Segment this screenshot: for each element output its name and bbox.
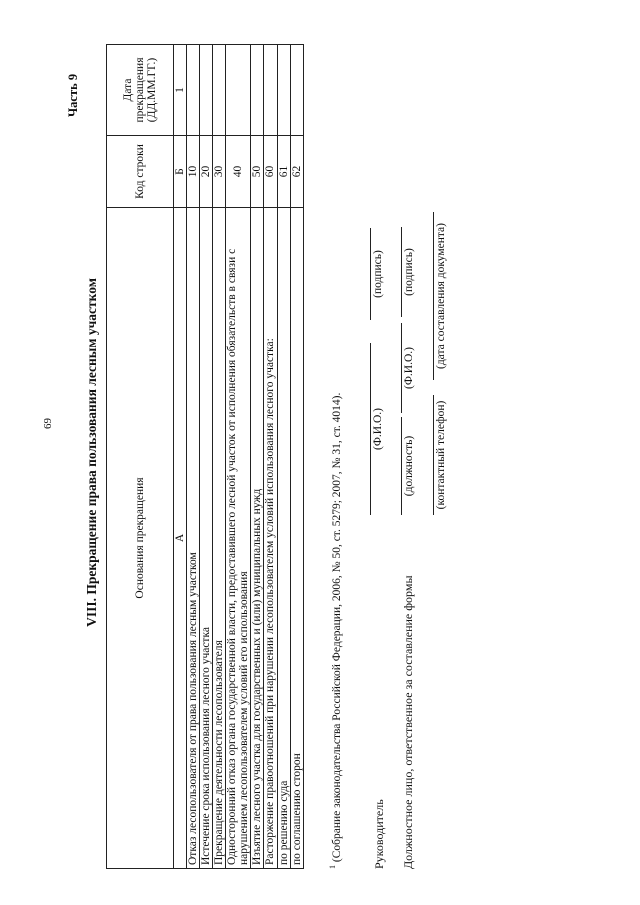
header-reason: Основания прекращения	[107, 208, 174, 869]
table-row	[200, 45, 213, 869]
row-code: 50	[251, 136, 264, 208]
row-reason: Односторонний отказ органа государственной власти, предоставившего лесной участок от исполнения обязательств в связи с нарушением лесопользователем условий его использования	[226, 208, 251, 869]
row-reason: Расторжение правоотношений при нарушении лесопользователем условий использования лесного участка:	[264, 208, 277, 869]
table-row	[226, 45, 251, 869]
row-code: 60	[264, 136, 277, 208]
footnote	[328, 393, 343, 869]
row-date-cell[interactable]	[264, 45, 277, 136]
page-number: 69	[42, 418, 54, 429]
header-code: Код строки	[107, 136, 174, 208]
table-row	[264, 45, 277, 869]
phone-caption: (контактный телефон)	[435, 400, 447, 510]
row-reason: Прекращение деятельности лесопользователя	[213, 208, 226, 869]
head-label: Руководитель	[372, 799, 386, 869]
doc-date-caption: (дата составления документа)	[435, 223, 447, 370]
head-signature-line	[370, 228, 371, 320]
doc-date-line	[433, 212, 434, 380]
position-line	[401, 417, 402, 515]
letter-code: Б	[174, 136, 187, 208]
position-caption: (должность)	[403, 435, 415, 497]
row-date-cell[interactable]	[213, 45, 226, 136]
row-code: 10	[187, 136, 200, 208]
row-reason: Отказ лесопользователя от права пользования лесным участком	[187, 208, 200, 869]
part-label: Часть 9	[66, 73, 80, 117]
letter-reason: А	[174, 208, 187, 869]
table-letter-row	[174, 45, 187, 869]
row-reason: Истечение срока использования лесного участка	[200, 208, 213, 869]
table-header-row	[107, 45, 174, 869]
row-reason: Изъятие лесного участка для государственных и (или) муниципальных нужд	[251, 208, 264, 869]
head-fio-line	[370, 343, 371, 515]
row-reason: по соглашению сторон	[290, 208, 303, 869]
termination-table	[106, 44, 304, 869]
responsible-fio-line	[401, 323, 402, 413]
row-date-cell[interactable]	[200, 45, 213, 136]
row-code: 40	[226, 136, 251, 208]
row-code: 30	[213, 136, 226, 208]
row-date-cell[interactable]	[226, 45, 251, 136]
letter-date: 1	[174, 45, 187, 136]
phone-line	[433, 395, 434, 515]
row-code: 62	[290, 136, 303, 208]
row-date-cell[interactable]	[290, 45, 303, 136]
table-row	[187, 45, 200, 869]
row-date-cell[interactable]	[251, 45, 264, 136]
footnote-marker: 1	[328, 865, 337, 869]
responsible-fio-caption: (Ф.И.О.)	[403, 347, 415, 389]
row-code: 20	[200, 136, 213, 208]
responsible-signature-caption: (подпись)	[403, 248, 415, 296]
table-row	[213, 45, 226, 869]
section-title: VIII. Прекращение права пользования лесным участком	[84, 278, 99, 627]
row-date-cell[interactable]	[277, 45, 290, 136]
table-row	[277, 45, 290, 869]
head-fio-caption: (Ф.И.О.)	[372, 408, 384, 450]
responsible-signature-line	[401, 227, 402, 317]
row-reason: по решению суда	[277, 208, 290, 869]
row-date-cell[interactable]	[187, 45, 200, 136]
responsible-label: Должностное лицо, ответственное за составление формы	[401, 575, 415, 869]
row-code: 61	[277, 136, 290, 208]
footnote-text: (Собрание законодательства Российской Федерации, 2006, № 50, ст. 5279; 2007, № 31, ст. 4014).	[330, 392, 343, 863]
table-row	[251, 45, 264, 869]
table-row	[290, 45, 303, 869]
header-date: Дата прекращения (ДД.ММ.ГГ.)	[107, 45, 174, 136]
head-signature-caption: (подпись)	[372, 250, 384, 298]
